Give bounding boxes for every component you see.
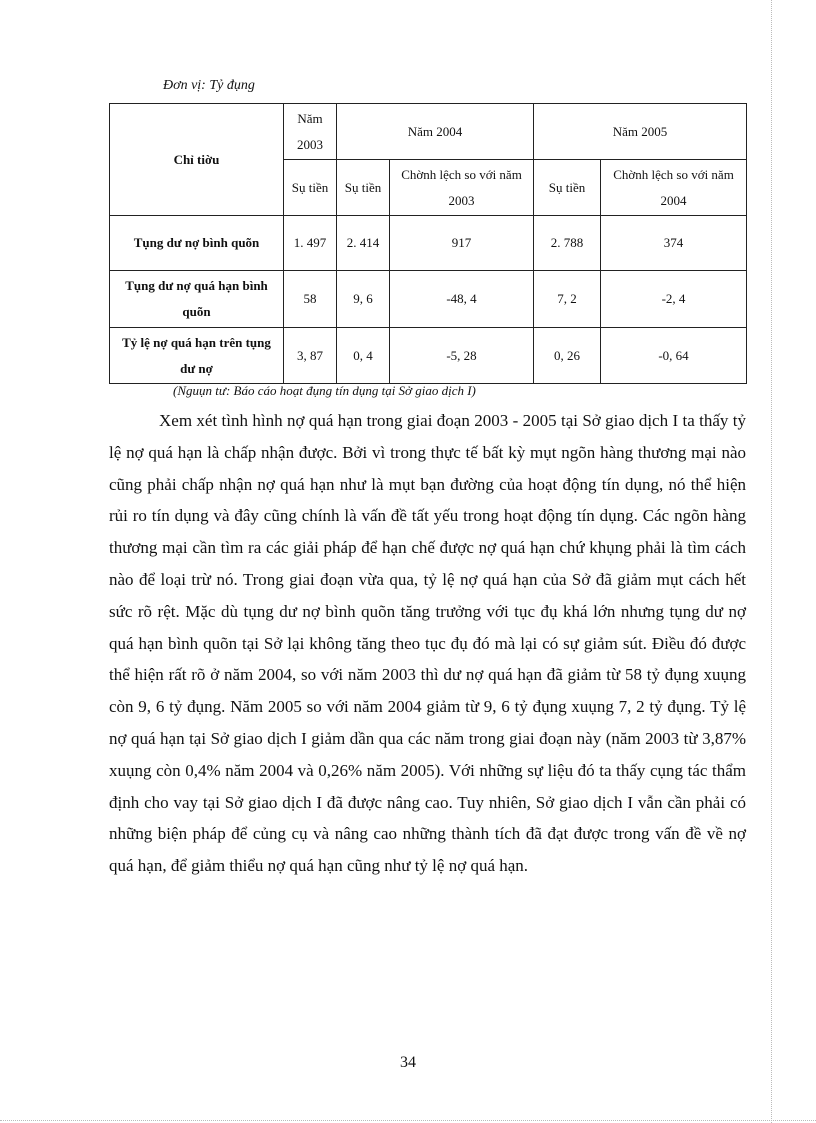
unit-label: Đơn vị: Tỷ đụng — [163, 78, 255, 93]
cell-diff-2004: 917 — [390, 216, 534, 271]
cell-2004: 9, 6 — [337, 271, 390, 328]
cell-2003: 58 — [284, 271, 337, 328]
page-edge-right — [771, 0, 816, 1123]
subheader-amount-2004: Sụ tiền — [337, 160, 390, 216]
row-label: Tụng dư nợ bình quõn — [110, 216, 284, 271]
row-label: Tụng dư nợ quá hạn bình quõn — [110, 271, 284, 328]
header-year-2004: Năm 2004 — [337, 104, 534, 160]
body-paragraph — [109, 405, 746, 882]
cell-diff-2005: -2, 4 — [601, 271, 747, 328]
cell-diff-2005: 374 — [601, 216, 747, 271]
subheader-amount-2003: Sụ tiền — [284, 160, 337, 216]
table-row — [110, 216, 747, 271]
cell-2005: 0, 26 — [534, 328, 601, 384]
subheader-diff-2005: Chờnh lệch so với năm 2004 — [601, 160, 747, 216]
row-label: Tỷ lệ nợ quá hạn trên tụng dư nợ — [110, 328, 284, 384]
header-year-2005: Năm 2005 — [534, 104, 747, 160]
cell-2004: 0, 4 — [337, 328, 390, 384]
source-note: (Nguụn tư: Báo cáo hoạt đụng tín dụng tại Sở giao dịch I) — [173, 383, 476, 398]
cell-diff-2004: -48, 4 — [390, 271, 534, 328]
loan-table — [109, 103, 747, 384]
table-row — [110, 328, 747, 384]
table-row — [110, 271, 747, 328]
page-number: 34 — [400, 1054, 416, 1071]
header-criteria: Chỉ tiờu — [110, 104, 284, 216]
table-header-row — [110, 104, 747, 160]
cell-2005: 2. 788 — [534, 216, 601, 271]
cell-diff-2004: -5, 28 — [390, 328, 534, 384]
cell-2003: 3, 87 — [284, 328, 337, 384]
subheader-amount-2005: Sụ tiền — [534, 160, 601, 216]
subheader-diff-2004: Chờnh lệch so với năm 2003 — [390, 160, 534, 216]
cell-diff-2005: -0, 64 — [601, 328, 747, 384]
cell-2003: 1. 497 — [284, 216, 337, 271]
cell-2005: 7, 2 — [534, 271, 601, 328]
header-year-2003: Năm 2003 — [284, 104, 337, 160]
paragraph-text: Xem xét tình hình nợ quá hạn trong giai đoạn 2003 - 2005 tại Sở giao dịch I ta thấy tỷ lệ nợ quá hạn là chấp nhận được. Bởi vì trong thực tế bất kỳ mụt ngõn hàng thương mại nào cũng phải chấp nhận nợ quá hạn như là mụt bạn đường của hoạt động tín dụng, nó thể hiện rủi ro tín dụng và đây cũng chính là vấn đề tất yếu trong hoạt động tín dụng. Các ngõn hàng thương mại cần tìm ra các giải pháp để hạn chế được nợ quá hạn chứ khụng phải là tìm cách nào để loại trừ nó. Trong giai đoạn vừa qua, tỷ lệ nợ quá hạn của Sở đã giảm mụt cách hết sức rõ rệt. Mặc dù tụng dư nợ bình quõn tăng trưởng với tục đụ khá lớn nhưng tụng dư nợ quá hạn bình quõn tại Sở lại không tăng theo tục đụ đó mà lại có sự giảm sút. Điều đó được thể hiện rất rõ ở năm 2004, so với năm 2003 thì dư nợ quá hạn đã giảm từ 58 tỷ đụng xuụng còn 9, 6 tỷ đụng. Năm 2005 so với năm 2004 giảm từ 9, 6 tỷ đụng xuụng 7, 2 tỷ đụng. Tỷ lệ nợ quá hạn tại Sở giao dịch I giảm dần qua các năm trong giai đoạn này (năm 2003 từ 3,87% xuụng còn 0,4% năm 2004 và 0,26% năm 2005). Với những sự liệu đó ta thấy cụng tác thẩm định cho vay tại Sở giao dịch I đã được nâng cao. Tuy nhiên, Sở giao dịch I vẫn cần phải có những biện pháp để củng cụ và nâng cao những thành tích đã đạt được trong vấn đề về nợ quá hạn, để giảm thiểu nợ quá hạn cũng như tỷ lệ nợ quá hạn. — [109, 411, 746, 876]
page-edge-bottom — [0, 1120, 816, 1121]
cell-2004: 2. 414 — [337, 216, 390, 271]
